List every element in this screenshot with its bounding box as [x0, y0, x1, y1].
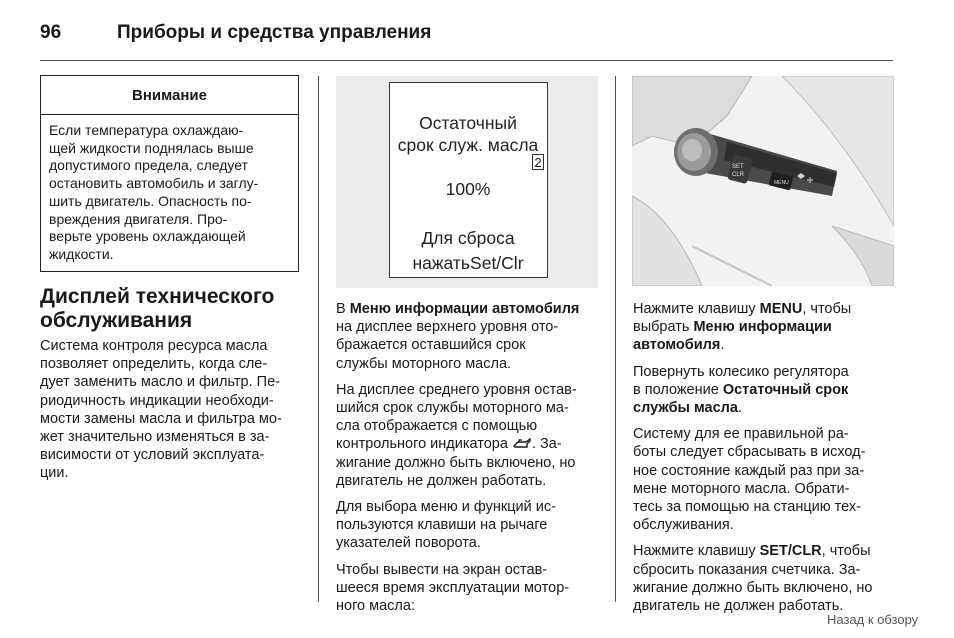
warning-box — [40, 75, 299, 272]
body-line: Система контроля ресурса масла — [40, 338, 268, 354]
text-line — [336, 435, 604, 453]
text-line — [336, 300, 604, 318]
text-part: Нажмите клавишу — [633, 301, 760, 317]
text-part: в положение — [633, 381, 723, 398]
display-line: Остаточный — [419, 113, 517, 133]
paragraph — [336, 300, 604, 373]
section-title-line: обслуживания — [40, 309, 193, 332]
menu-name: автомобиля — [633, 337, 721, 354]
section-body — [40, 337, 310, 483]
text-line: на дисплее верхнего уровня ото- — [336, 319, 559, 336]
oil-can-icon — [512, 438, 532, 449]
text-part: контрольного индикатора — [336, 436, 508, 453]
body-line: мости замены масла и фильтра мо- — [40, 410, 282, 427]
warning-title: Внимание — [41, 76, 298, 115]
text-line: обслуживания. — [633, 517, 734, 534]
text-line: жигание должно быть включено, но — [633, 579, 873, 596]
display-percent: 100% — [445, 179, 491, 199]
text-line: бражается оставшийся срок — [336, 337, 526, 354]
stalk-clr-label: CLR — [732, 172, 745, 178]
warning-line: верьте уровень охлаждающей — [49, 228, 246, 245]
body-line: позволяет определить, когда сле- — [40, 356, 268, 373]
stalk-set-label: SET — [732, 164, 744, 170]
text-line: сбросить показания счетчика. За- — [633, 561, 861, 578]
body-line: дует заменить масло и фильтр. Пе- — [40, 374, 280, 391]
text-part: . — [720, 337, 725, 354]
text-line: сла отображается с помощью — [336, 418, 538, 435]
text-line: жигание должно быть включено, но — [336, 454, 576, 471]
option-name: Остаточный срок — [722, 381, 849, 398]
warning-line: остановить автомобиль и заглу- — [49, 175, 259, 192]
paragraph — [336, 381, 604, 490]
text-line: Чтобы вывести на экран остав- — [336, 561, 548, 578]
menu-name: Меню информации автомобиля — [349, 301, 580, 317]
text-line: Систему для ее правильной ра- — [633, 426, 849, 443]
paragraph — [633, 542, 895, 615]
text-line — [633, 381, 895, 399]
text-line: шееся время эксплуатации мотор- — [336, 579, 570, 596]
stalk-menu-label: MENU — [774, 180, 789, 186]
display-page-badge: 2 — [532, 154, 544, 170]
text-part: выбрать — [633, 319, 694, 336]
paragraph — [633, 300, 895, 355]
text-part: . — [737, 400, 742, 417]
warning-line: жидкости. — [49, 245, 114, 262]
text-line — [633, 318, 895, 336]
display-line: нажатьSet/Clr — [412, 253, 524, 273]
warning-line: щей жидкости поднялась выше — [49, 139, 254, 156]
text-prefix: В — [336, 301, 350, 317]
warning-line: шить двигатель. Опасность по- — [49, 192, 252, 209]
text-line: шийся срок службы моторного ма- — [336, 400, 569, 417]
text-part: , чтобы — [802, 301, 852, 317]
paragraph — [633, 425, 895, 534]
text-part: . За- — [531, 436, 562, 453]
text-line: двигатель не должен работать. — [633, 598, 844, 615]
stalk-figure — [632, 76, 894, 286]
text-part: , чтобы — [821, 543, 871, 560]
section-title-line: Дисплей технического — [40, 285, 275, 308]
display-line: срок служ. масла — [397, 135, 539, 155]
page-number: 96 — [40, 22, 62, 43]
text-line: ное состояние каждый раз при за- — [633, 462, 865, 479]
paragraph — [336, 498, 604, 553]
section-title — [40, 285, 310, 333]
text-line: указателей поворота. — [336, 535, 481, 552]
column-divider — [318, 76, 319, 602]
menu-key: MENU — [759, 301, 803, 317]
text-line: мене моторного масла. Обрати- — [633, 480, 850, 497]
body-line: жет значительно изменяться в за- — [40, 429, 270, 446]
set-clr-key: SET/CLR — [759, 543, 822, 560]
paragraph — [633, 363, 895, 418]
column-3-text — [633, 300, 895, 623]
warning-line: допустимого предела, следует — [49, 157, 248, 174]
column-2-text — [336, 300, 604, 623]
warning-text — [41, 115, 298, 264]
text-line — [633, 300, 895, 318]
text-line — [633, 542, 895, 560]
text-line: ного масла: — [336, 598, 415, 615]
warning-line: вреждения двигателя. Про- — [49, 210, 228, 227]
text-line: На дисплее среднего уровня остав- — [336, 381, 577, 398]
display-line: Для сброса — [421, 228, 515, 248]
text-line: пользуются клавиши на рычаге — [336, 517, 548, 534]
display-screen — [389, 82, 548, 278]
paragraph — [336, 561, 604, 616]
text-line: тесь за помощью на станцию тех- — [633, 499, 861, 516]
text-line: службы моторного масла. — [336, 355, 512, 372]
text-part: Нажмите клавишу — [633, 543, 760, 560]
body-line: ции. — [40, 465, 69, 482]
text-line — [633, 336, 895, 354]
text-line: Для выбора меню и функций ис- — [336, 499, 556, 516]
warning-line: Если температура охлаждаю- — [49, 122, 244, 138]
text-line: двигатель не должен работать. — [336, 472, 547, 489]
text-line: Повернуть колесико регулятора — [633, 363, 849, 380]
text-line: боты следует сбрасывать в исход- — [633, 444, 866, 461]
page-title: Приборы и средства управления — [117, 22, 432, 43]
header-rule — [40, 60, 893, 61]
column-divider — [615, 76, 616, 602]
menu-name: Меню информации — [693, 319, 832, 336]
body-line: висимости от условий эксплуата- — [40, 447, 265, 464]
back-to-overview-link[interactable]: Назад к обзору — [827, 612, 919, 627]
body-line: риодичность индикации необходи- — [40, 392, 274, 409]
option-name: службы масла — [633, 400, 738, 417]
text-line — [633, 399, 895, 417]
